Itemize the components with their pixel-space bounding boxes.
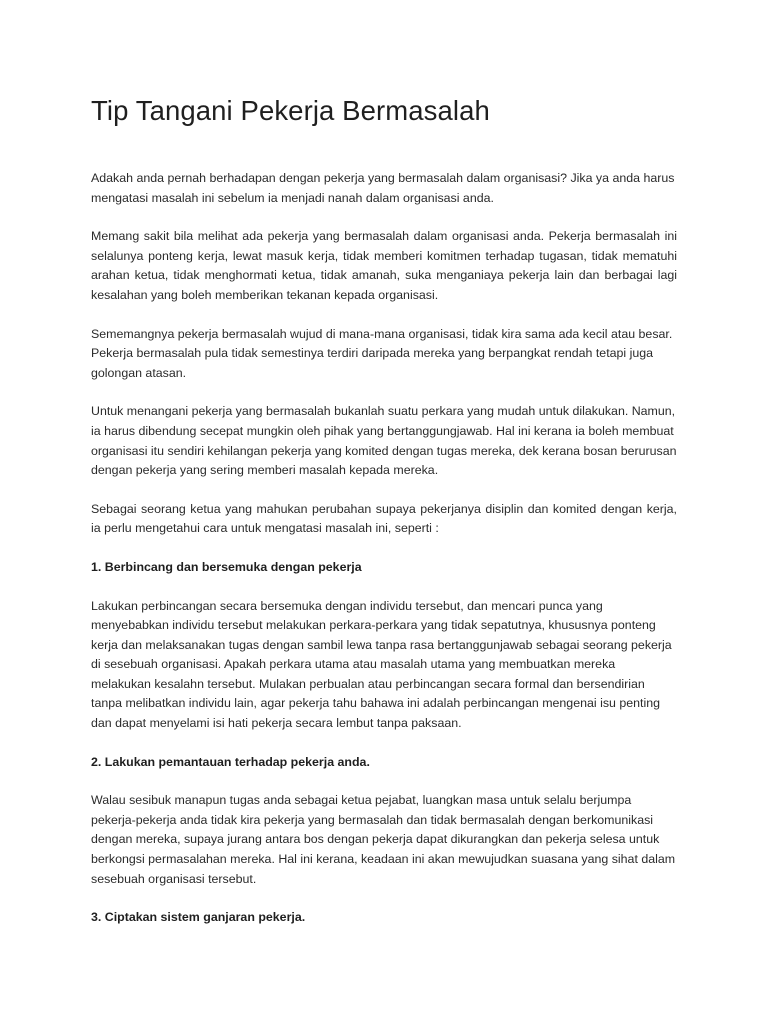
intro-paragraph-3: Sememangnya pekerja bermasalah wujud di mana-mana organisasi, tidak kira sama ada kecil atau besar. Pekerja bermasalah pula tidak semestinya terdiri daripada mereka yang berpangkat rendah tetapi juga golongan atasan. xyxy=(91,326,673,380)
section-body-2: Walau sesibuk manapun tugas anda sebagai ketua pejabat, luangkan masa untuk selalu berjumpa pekerja-pekerja anda tidak kira pekerja yang bermasalah dan tidak bermasalah dengan berkomunikasi dengan mereka, supaya jurang antara bos dengan pekerja dapat dikurangkan dan pekerja selesa untuk berkongsi permasalahan mereka. Hal ini kerana, keadaan ini akan mewujudkan suasana yang sihat dalam sesebuah organisasi tersebut. xyxy=(91,793,676,886)
intro-paragraph-2: Memang sakit bila melihat ada pekerja yang bermasalah dalam organisasi anda. Pekerja bermasalah ini selalunya ponteng kerja, lewat masuk kerja, tidak memberi komitmen terhadap tugasan, tidak mematuhi arahan ketua, tidak menghormati ketua, tidak amanah, suka menganiaya pekerja lain dan berbagai lagi kesalahan yang boleh memberikan tekanan kepada organisasi. xyxy=(91,229,677,302)
document-page xyxy=(91,93,677,947)
section-heading-1: 1. Berbincang dan bersemuka dengan pekerja xyxy=(91,559,362,574)
intro-paragraph-4: Untuk menangani pekerja yang bermasalah bukanlah suatu perkara yang mudah untuk dilakukan. Namun, ia harus dibendung secepat mungkin oleh pihak yang bertanggungjawab. Hal ini kerana ia boleh membuat organisasi itu sendiri kehilangan pekerja yang komited dengan tugas mereka, dek kerana bosan berurusan dengan pekerja yang sering memberi masalah kepada mereka. xyxy=(91,404,677,478)
page-title: Tip Tangani Pekerja Bermasalah xyxy=(91,95,490,126)
intro-paragraph-5: Sebagai seorang ketua yang mahukan perubahan supaya pekerjanya disiplin dan komited dengan kerja, ia perlu mengetahui cara untuk mengatasi masalah ini, seperti : xyxy=(91,501,677,536)
section-heading-2: 2. Lakukan pemantauan terhadap pekerja anda. xyxy=(91,754,370,769)
section-body-1: Lakukan perbincangan secara bersemuka dengan individu tersebut, dan mencari punca yang menyebabkan individu tersebut melakukan perkara-perkara yang tidak sepatutnya, khususnya ponteng kerja dan melaksanakan tugas dengan sambil lewa tanpa rasa bertanggunjawab sebagai seorang pekerja di sesebuah organisasi. Apakah perkara utama atau masalah utama yang membuatkan mereka melakukan kesalahn tersebut. Mulakan perbualan atau perbincangan secara formal dan bersendirian tanpa melibatkan individu lain, agar pekerja tahu bahawa ini adalah perbincangan mengenai isu penting dan dapat menyelami isi hati pekerja secara lembut tanpa paksaan. xyxy=(91,598,672,731)
section-heading-3: 3. Ciptakan sistem ganjaran pekerja. xyxy=(91,910,306,925)
intro-paragraph-1: Adakah anda pernah berhadapan dengan pekerja yang bermasalah dalam organisasi? Jika ya anda harus mengatasi masalah ini sebelum ia menjadi nanah dalam organisasi anda. xyxy=(91,171,675,205)
